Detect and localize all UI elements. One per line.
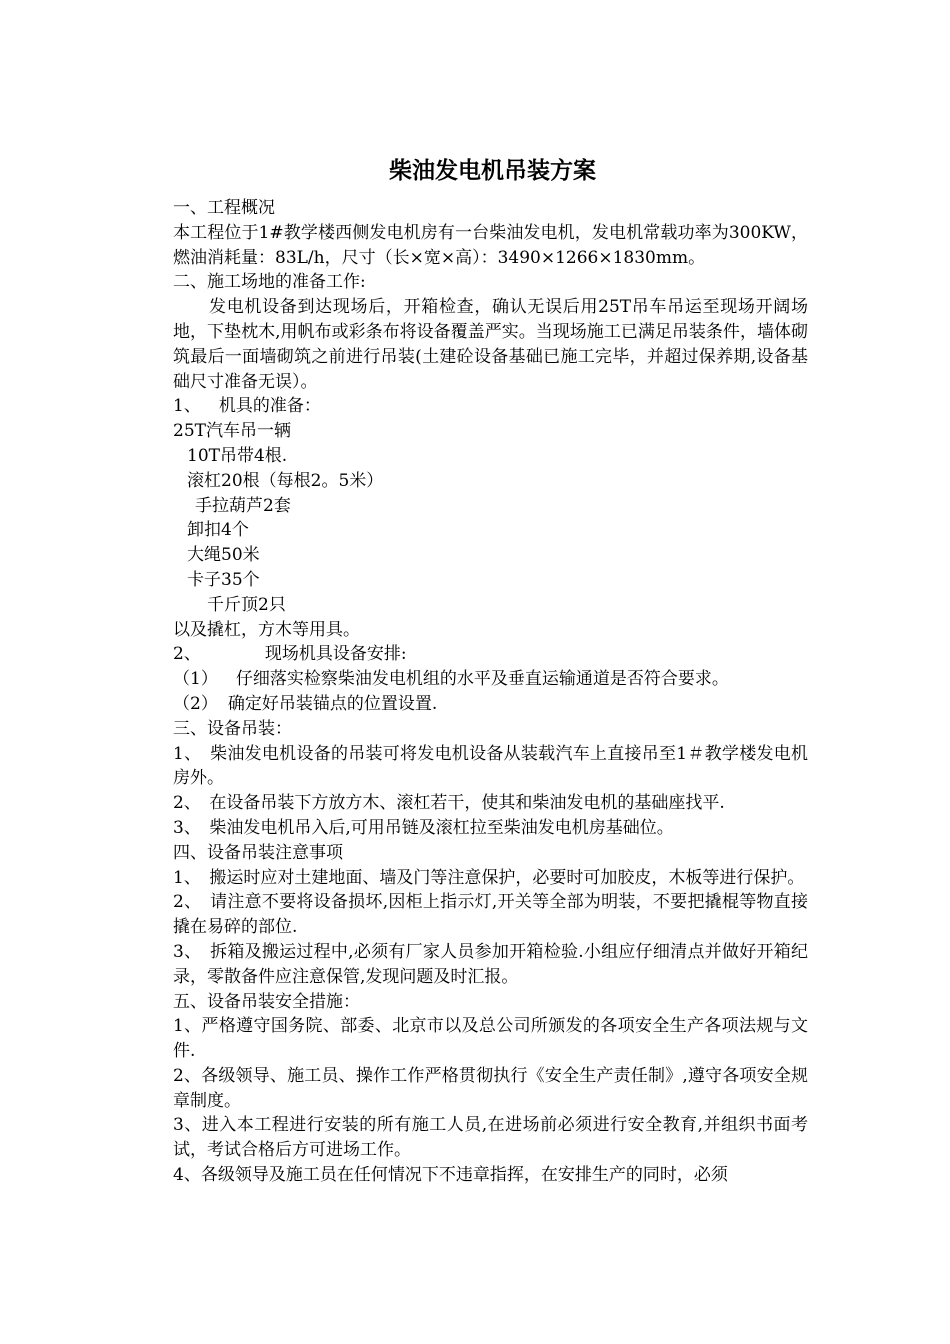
subsection-heading bbox=[173, 642, 808, 667]
paragraph: 1、 柴油发电机设备的吊装可将发电机设备从装载汽车上直接吊至1＃教学楼发电机房外。 bbox=[173, 743, 808, 789]
list-item: 卸扣4个 bbox=[187, 520, 249, 541]
paragraph: 1、严格遵守国务院、部委、北京市以及总公司所颁发的各项安全生产各项法规与文件. bbox=[173, 1016, 808, 1062]
section-heading: 三、设备吊装： bbox=[173, 718, 292, 739]
list-item bbox=[173, 692, 808, 717]
paragraph: 1、 搬运时应对土建地面、墙及门等注意保护，必要时可加胶皮，木板等进行保护。 bbox=[173, 867, 805, 888]
list-item-text: 仔细落实检察柴油发电机组的水平及垂直运输通道是否符合要求。 bbox=[235, 669, 729, 690]
list-item: 10T吊带4根. bbox=[187, 445, 288, 466]
list-number: （2） bbox=[173, 693, 218, 714]
list-item: 卡子35个 bbox=[187, 569, 260, 590]
paragraph: 本工程位于1#教学楼西侧发电机房有一台柴油发电机，发电机常载功率为300KW，燃油消耗量：83L/h，尺寸（长×宽×高）：3490×1266×1830mm。 bbox=[173, 222, 808, 268]
subsection-heading bbox=[173, 394, 808, 419]
list-item-text: 确定好吊装锚点的位置设置. bbox=[227, 693, 438, 714]
section-heading: 一、工程概况 bbox=[173, 198, 275, 218]
paragraph: 2、 在设备吊装下方放方木、滚杠若干，使其和柴油发电机的基础座找平. bbox=[173, 793, 725, 814]
section-heading: 二、施工场地的准备工作: bbox=[173, 272, 366, 293]
list-item: 手拉葫芦2套 bbox=[195, 495, 291, 516]
subsection-title: 现场机具设备安排: bbox=[264, 644, 407, 665]
list-item: 大绳50米 bbox=[187, 545, 260, 566]
subsection-title: 机具的准备： bbox=[218, 396, 321, 417]
paragraph: 4、各级领导及施工员在任何情况下不违章指挥，在安排生产的同时，必须 bbox=[173, 1165, 728, 1186]
list-item: 25T汽车吊一辆 bbox=[173, 421, 291, 442]
list-item: 以及撬杠，方木等用具。 bbox=[173, 619, 360, 640]
document-title: 柴油发电机吊装方案 bbox=[389, 158, 596, 184]
paragraph: 2、 请注意不要将设备损坏,因柜上指示灯,开关等全部为明装，不要把撬棍等物直接撬在易碎的部位. bbox=[173, 892, 808, 938]
list-item: 千斤顶2只 bbox=[207, 594, 286, 615]
section-heading: 五、设备吊装安全措施： bbox=[173, 991, 360, 1012]
paragraph: 3、 拆箱及搬运过程中,必须有厂家人员参加开箱检验.小组应仔细清点并做好开箱纪录，零散备件应注意保管,发现问题及时汇报。 bbox=[173, 941, 808, 987]
paragraph: 2、各级领导、施工员、操作工作严格贯彻执行《安全生产责任制》,遵守各项安全规章制度。 bbox=[173, 1065, 808, 1111]
list-number: （1） bbox=[173, 669, 218, 690]
list-item bbox=[173, 667, 808, 692]
section-heading: 四、设备吊装注意事项 bbox=[173, 842, 343, 863]
list-item: 滚杠20根（每根2。5米） bbox=[187, 470, 384, 491]
list-number: 1、 bbox=[173, 396, 201, 417]
list-number: 2、 bbox=[173, 644, 201, 665]
paragraph: 3、进入本工程进行安装的所有施工人员,在进场前必须进行安全教育,并组织书面考试，考试合格后方可进场工作。 bbox=[173, 1115, 808, 1161]
paragraph: 3、 柴油发电机吊入后,可用吊链及滚杠拉至柴油发电机房基础位。 bbox=[173, 817, 674, 838]
paragraph: 发电机设备到达现场后，开箱检查，确认无误后用25T吊车吊运至现场开阔场地，下垫枕木,用帆布或彩条布将设备覆盖严实。当现场施工已满足吊装条件，墙体砌筑最后一面墙砌筑之前进行吊装(土建砼设备基础已施工完毕，并超过保养期,设备基础尺寸准备无误）。 bbox=[173, 297, 808, 392]
document-page bbox=[173, 150, 808, 1188]
